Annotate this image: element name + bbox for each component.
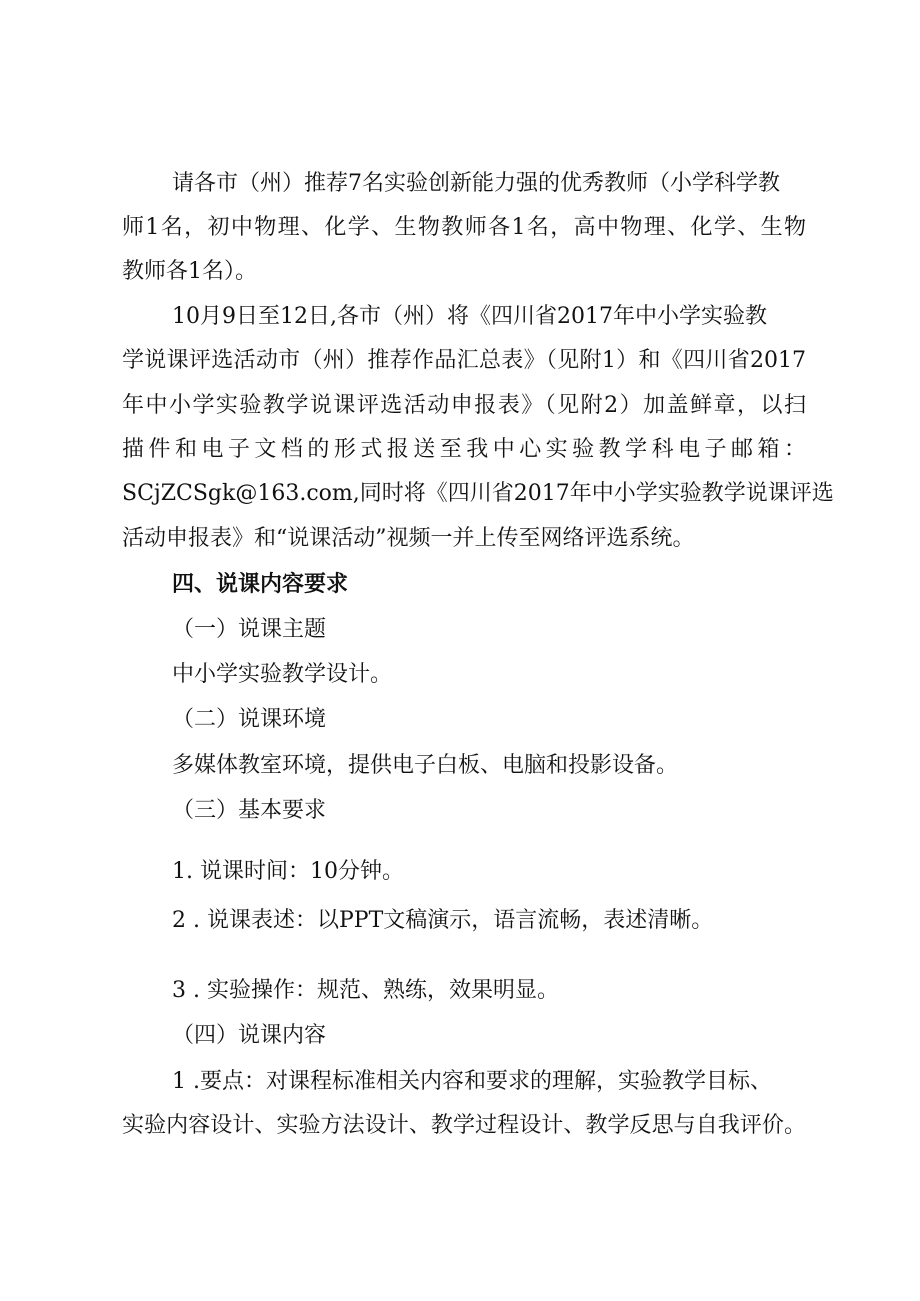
paragraph-2-line-2: 学说课评选活动市（州）推荐作品汇总表》（见附1）和《四川省2017 [122,348,806,373]
paragraph-2-line-6: 活动申报表》和“说课活动”视频一并上传至网络评选系统。 [122,526,695,551]
content-item-1-line-2: 实验内容设计、实验方法设计、教学过程设计、教学反思与自我评价。 [122,1113,806,1138]
requirement-item-2: 2 . 说课表述：以PPT文稿演示，语言流畅，表述清晰。 [172,908,714,933]
paragraph-2-line-3: 年中小学实验教学说课评选活动申报表》（见附2）加盖鲜章，以扫 [122,393,806,418]
content-item-1-line-1: 1 .要点：对课程标准相关内容和要求的理解，实验教学目标、 [172,1069,772,1094]
subsection-3-title: （三）基本要求 [172,798,327,823]
subsection-4-title: （四）说课内容 [172,1023,327,1048]
requirement-item-3: 3 . 实验操作：规范、熟练，效果明显。 [172,978,559,1003]
paragraph-2-line-5: SCjZCSgk@163.com,同时将《四川省2017年中小学实验教学说课评选 [122,481,834,506]
subsection-1-text: 中小学实验教学设计。 [172,662,393,687]
paragraph-2-line-1: 10月9日至12日,各市（州）将《四川省2017年中小学实验教 [172,304,767,329]
subsection-1-title: （一）说课主题 [172,617,327,642]
requirement-item-1: 1. 说课时间：10分钟。 [172,859,404,884]
section-heading: 四、说课内容要求 [172,571,349,597]
subsection-2-text: 多媒体教室环境，提供电子白板、电脑和投影设备。 [172,753,679,778]
subsection-2-title: （二）说课环境 [172,707,327,732]
paragraph-1-line-1: 请各市（州）推荐7名实验创新能力强的优秀教师（小学科学教 [172,171,780,196]
paragraph-1-line-2: 师1名，初中物理、化学、生物教师各1名，高中物理、化学、生物 [122,215,806,240]
paragraph-1-line-3: 教师各1名）。 [122,259,257,284]
paragraph-2-line-4: 描件和电子文档的形式报送至我中心实验教学科电子邮箱： [122,437,806,462]
